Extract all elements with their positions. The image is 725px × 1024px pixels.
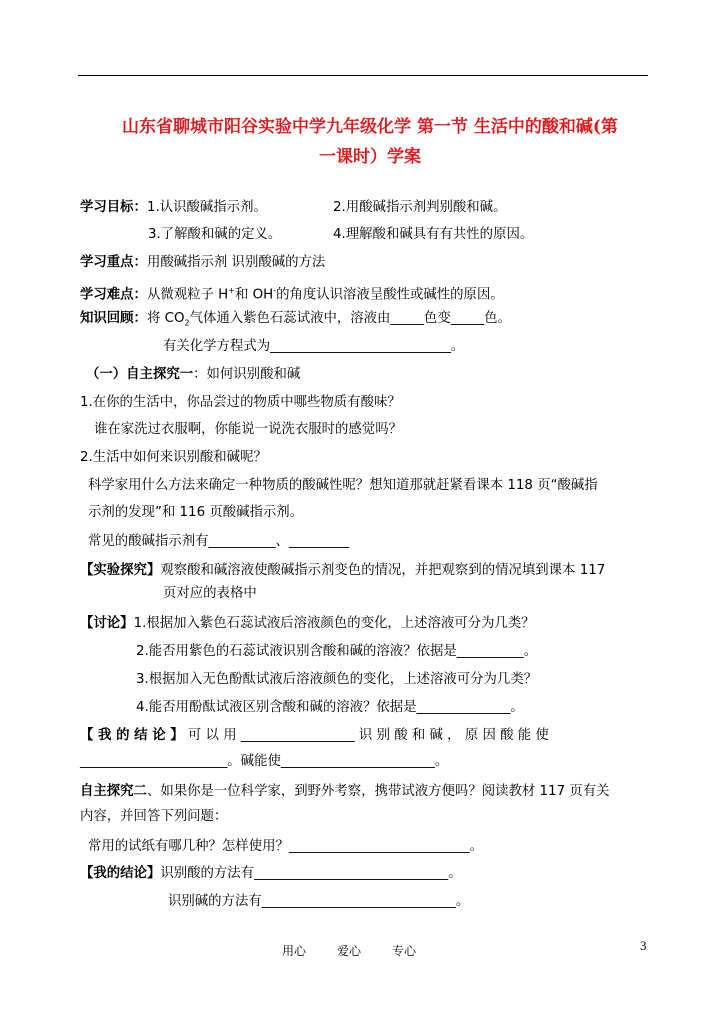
conclusion-1-line-2: ______________________。碱能使_______________________。 bbox=[80, 754, 449, 769]
difficulty-text-b: 和 OH bbox=[234, 287, 274, 303]
key-point-text: 用酸碱指示剂 识别酸碱的方法 bbox=[146, 255, 326, 270]
experiment-label: 【实验探究】 bbox=[80, 563, 161, 578]
objectives-label: 学习目标： bbox=[80, 200, 147, 215]
experiment-text-2: 页对应的表格中 bbox=[163, 586, 257, 601]
review-row-1 bbox=[80, 309, 511, 334]
discussion-row-1 bbox=[80, 614, 535, 634]
title-line-2: 一课时）学案 bbox=[319, 147, 421, 167]
objective-1: 1.认识酸碱指示剂。 bbox=[146, 200, 267, 215]
footer-word-1: 用心 bbox=[282, 944, 307, 958]
difficulty-row bbox=[80, 281, 504, 305]
subscript-2: 2 bbox=[184, 318, 190, 328]
section-1-heading-rest: ：如何识别酸和碱 bbox=[193, 367, 301, 382]
discussion-1: 1.根据加入紫色石蕊试液后溶液颜色的变化，上述溶液可分为几类？ bbox=[133, 616, 535, 631]
section-2-question: 常用的试纸有哪几种？怎样使用？___________________________。 bbox=[88, 839, 484, 854]
difficulty-label: 学习难点： bbox=[80, 287, 147, 303]
question-2d: 常见的酸碱指示剂有__________、_________ bbox=[88, 534, 350, 549]
discussion-label: 【讨论】 bbox=[80, 616, 134, 631]
question-2b: 科学家用什么方法来确定一种物质的酸碱性呢？想知道那就赶紧看课本 118 页“酸碱指 bbox=[88, 478, 598, 493]
conclusion-2-label: 【我的结论】 bbox=[80, 866, 161, 881]
conclusion-2-base: 识别碱的方法有_____________________________。 bbox=[168, 894, 470, 909]
experiment-row bbox=[80, 561, 605, 581]
conclusion-1-text: 可 以 用 _________________ 识 别 酸 和 碱 ， 原 因 酸 能 使 bbox=[183, 728, 549, 743]
objective-4: 4.理解酸和碱具有有共性的原因。 bbox=[333, 227, 534, 242]
section-2-heading-rest: 、如果你是一位科学家，到野外考察，携带试液方便吗？阅读教材 117 页有关 bbox=[146, 784, 610, 799]
header-rule bbox=[78, 75, 648, 76]
review-row-2: 有关化学方程式为___________________________。 bbox=[163, 339, 465, 354]
discussion-3: 3.根据加入无色酚酞试液后溶液颜色的变化，上述溶液可分为几类？ bbox=[136, 672, 538, 687]
discussion-4: 4.能否用酚酞试液区别含酸和碱的溶液？依据是______________。 bbox=[136, 700, 524, 715]
conclusion-2-acid: 识别酸的方法有_____________________________。 bbox=[160, 866, 462, 881]
footer-word-2: 爱心 bbox=[337, 944, 362, 958]
section-1-heading-bold: （一）自主探究一 bbox=[86, 367, 194, 382]
difficulty-text-a: 从微观粒子 H bbox=[146, 287, 229, 303]
discussion-2: 2.能否用紫色的石蕊试液识别含酸和碱的溶液？依据是__________。 bbox=[136, 644, 538, 659]
experiment-text: 观察酸和碱溶液使酸碱指示剂变色的情况，并把观察到的情况填到课本 117 bbox=[160, 563, 606, 578]
key-point-row bbox=[80, 253, 325, 273]
superscript-plus: + bbox=[228, 286, 235, 295]
title-line-1: 山东省聊城市阳谷实验中学九年级化学 第一节 生活中的酸和碱(第 bbox=[122, 117, 618, 137]
key-point-label: 学习重点： bbox=[80, 255, 147, 270]
question-2c: 示剂的发现”和 116 页酸碱指示剂。 bbox=[88, 505, 304, 520]
difficulty-text-c: 的角度认识溶液呈酸性或碱性的原因。 bbox=[276, 287, 504, 303]
conclusion-1-row bbox=[80, 726, 549, 746]
objectives-row-1 bbox=[80, 198, 267, 218]
conclusion-1-label: 【 我 的 结 论 】 bbox=[80, 728, 184, 743]
page-number: 3 bbox=[640, 938, 647, 953]
question-1b: 谁在家洗过衣服啊，你能说一说洗衣服时的感觉吗？ bbox=[94, 422, 402, 437]
objective-2: 2.用酸碱指示剂判别酸和碱。 bbox=[333, 200, 507, 215]
section-2-heading-bold: 自主探究二 bbox=[80, 784, 147, 799]
superscript-minus: - bbox=[273, 286, 277, 295]
question-2: 2.生活中如何来识别酸和碱呢？ bbox=[80, 450, 267, 465]
question-1: 1.在你的生活中，你品尝过的物质中哪些物质有酸味？ bbox=[80, 395, 401, 410]
review-text-b: 气体通入紫色石蕊试液中，溶液由_____色变_____色。 bbox=[189, 311, 511, 326]
footer-word-3: 专心 bbox=[392, 944, 417, 958]
section-2-heading bbox=[80, 782, 610, 802]
review-label: 知识回顾： bbox=[80, 311, 147, 326]
conclusion-2-row bbox=[80, 864, 462, 884]
section-2-line-2: 内容，并回答下列问题： bbox=[80, 809, 228, 824]
objective-3: 3.了解酸和碱的定义。 bbox=[148, 227, 282, 242]
review-text-a: 将 CO bbox=[146, 311, 185, 326]
section-1-heading bbox=[86, 365, 300, 385]
